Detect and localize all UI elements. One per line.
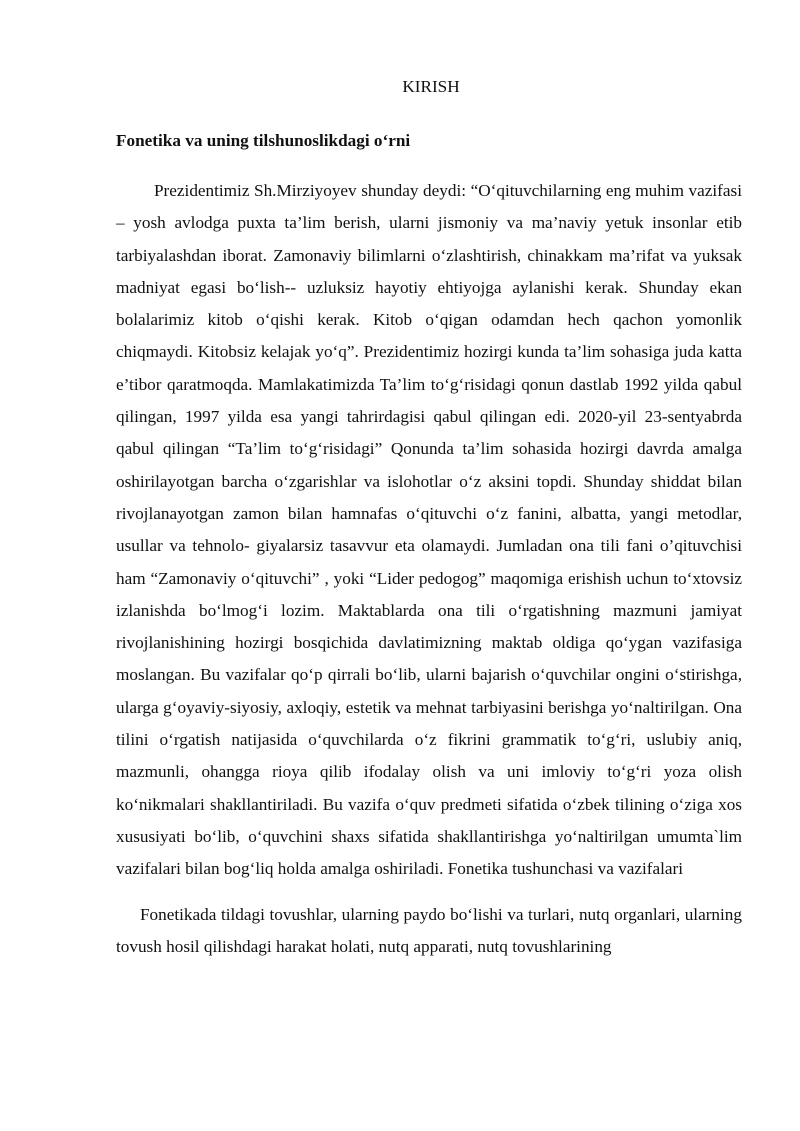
body-paragraph-2: Fonetikada tildagi tovushlar, ularning paydo bo‘lishi va turlari, nutq organlari, ularning tovush hosil qilishdagi harakat holati, nutq apparati, nutq tovushlarining (116, 904, 742, 956)
document-page (116, 72, 742, 963)
page-title: KIRISH (402, 77, 460, 96)
section-heading: Fonetika va uning tilshunoslikdagi o‘rni (116, 131, 411, 150)
body-paragraph-1: Prezidentimiz Sh.Mirziyoyev shunday deydi: “O‘qituvchilarning eng muhim vazifasi – yosh avlodga puxta ta’lim berish, ularni jismoniy va ma’naviy yetuk insonlar etib tarbiyalashdan iborat. Zamonaviy bilimlarni o‘zlashtirish, chinakkam ma’rifat va yuksak madniyat egasi bo‘lish-- uzluksiz hayotiy ehtiyojga aylanishi kerak. Shunday ekan bolalarimiz kitob o‘qishi kerak. Kitob o‘qigan odamdan hech qachon yomonlik chiqmaydi. Kitobsiz kelajak yo‘q”. Prezidentimiz hozirgi kunda ta’lim sohasiga juda katta e’tibor qaratmoqda. Mamlakatimizda Ta’lim to‘g‘risidagi qonun dastlab 1992 yilda qabul qilingan, 1997 yilda esa yangi tahrirdagisi qabul qilingan edi. 2020-yil 23-sentyabrda qabul qilingan “Ta’lim to‘g‘risidagi” Qonunda ta’lim sohasida hozirgi davrda amalga oshirilayotgan barcha o‘zgarishlar va islohotlar o‘z aksini topdi. Shunday shiddat bilan rivojlanayotgan zamon bilan hamnafas o‘qituvchi o‘z fanini, albatta, yangi metodlar, usullar va tehnolo- giyalarsiz tasavvur eta olamaydi. Jumladan ona tili fani o’qituvchisi ham “Zamonaviy o‘qituvchi” , yoki “Lider pedogog” maqomiga erishish uchun to‘xtovsiz izlanishda bo‘lmog‘i lozim. Maktablarda ona tili o‘rgatishning mazmuni jamiyat rivojlanishining hozirgi bosqichida davlatimizning maktab oldiga qo‘ygan vazifasiga moslangan. Bu vazifalar qo‘p qirrali bo‘lib, ularni bajarish o‘quvchilar ongini o‘stirishga, ularga g‘oyaviy-siyosiy, axloqiy, estetik va mehnat tarbiyasini berishga yo‘naltirilgan. Ona tilini o‘rgatish natijasida o‘quvchilarda o‘z fikrini grammatik to‘g‘ri, uslubiy aniq, mazmunli, ohangga rioya qilib ifodalay olish va uni imloviy to‘g‘ri yoza olish ko‘nikmalari shakllantiriladi. Bu vazifa o‘quv predmeti sifatida o‘zbek tilining o‘ziga xos xususiyati bo‘lib, o‘quvchini shaxs sifatida shakllantirishga yo‘naltirilgan umumta`lim vazifalari bilan bog‘liq holda amalga oshiriladi. Fonetika tushunchasi va vazifalari (116, 181, 742, 879)
